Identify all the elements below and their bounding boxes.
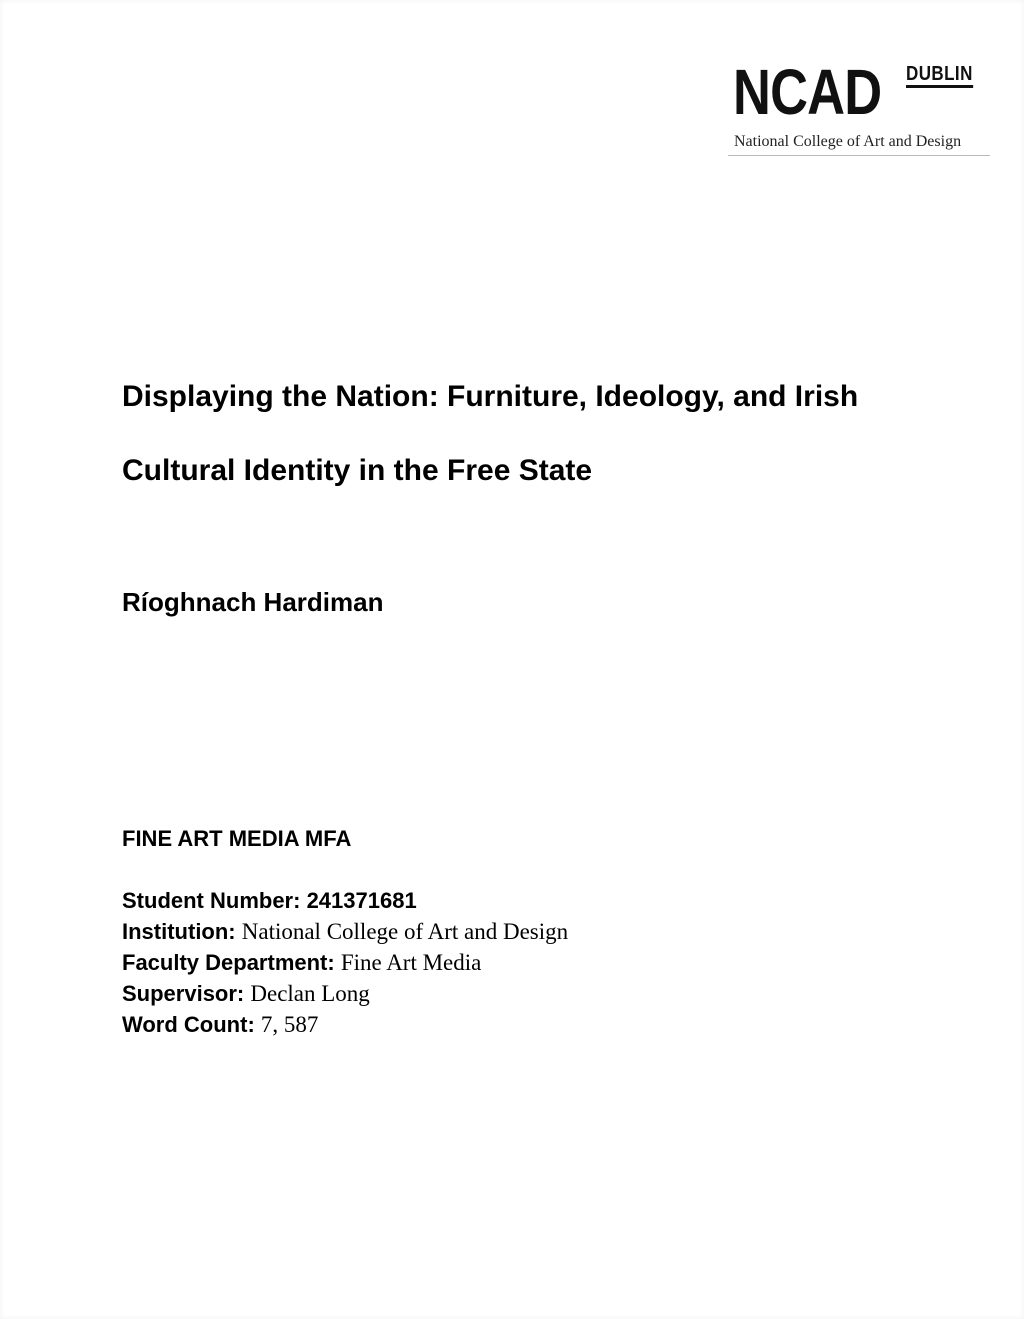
detail-value: National College of Art and Design <box>241 919 569 944</box>
detail-value: 241371681 <box>306 888 417 913</box>
detail-label: Student Number: <box>122 888 307 913</box>
ncad-logo <box>728 56 990 156</box>
logo-wordmark: NCAD <box>733 56 882 128</box>
detail-label: Supervisor: <box>122 981 251 1006</box>
detail-label: Faculty Department: <box>122 950 341 975</box>
detail-institution <box>122 916 568 947</box>
detail-supervisor <box>122 978 568 1009</box>
detail-value: 7, 587 <box>260 1012 319 1037</box>
program-name: FINE ART MEDIA MFA <box>122 826 352 851</box>
title-line-2: Cultural Identity in the Free State <box>122 454 593 487</box>
detail-word-count <box>122 1009 568 1040</box>
detail-faculty-department <box>122 947 568 978</box>
details-list <box>122 885 568 1040</box>
detail-label: Word Count: <box>122 1012 261 1037</box>
logo-subtitle: National College of Art and Design <box>734 133 962 150</box>
logo-divider <box>728 155 990 156</box>
detail-student-number <box>122 885 568 916</box>
document-title <box>122 360 942 508</box>
author-name: Ríoghnach Hardiman <box>122 587 384 617</box>
detail-value: Declan Long <box>250 981 370 1006</box>
detail-label: Institution: <box>122 919 242 944</box>
logo-city: DUBLIN <box>906 64 973 88</box>
title-line-1: Displaying the Nation: Furniture, Ideology, and Irish <box>122 380 859 413</box>
detail-value: Fine Art Media <box>340 950 482 975</box>
